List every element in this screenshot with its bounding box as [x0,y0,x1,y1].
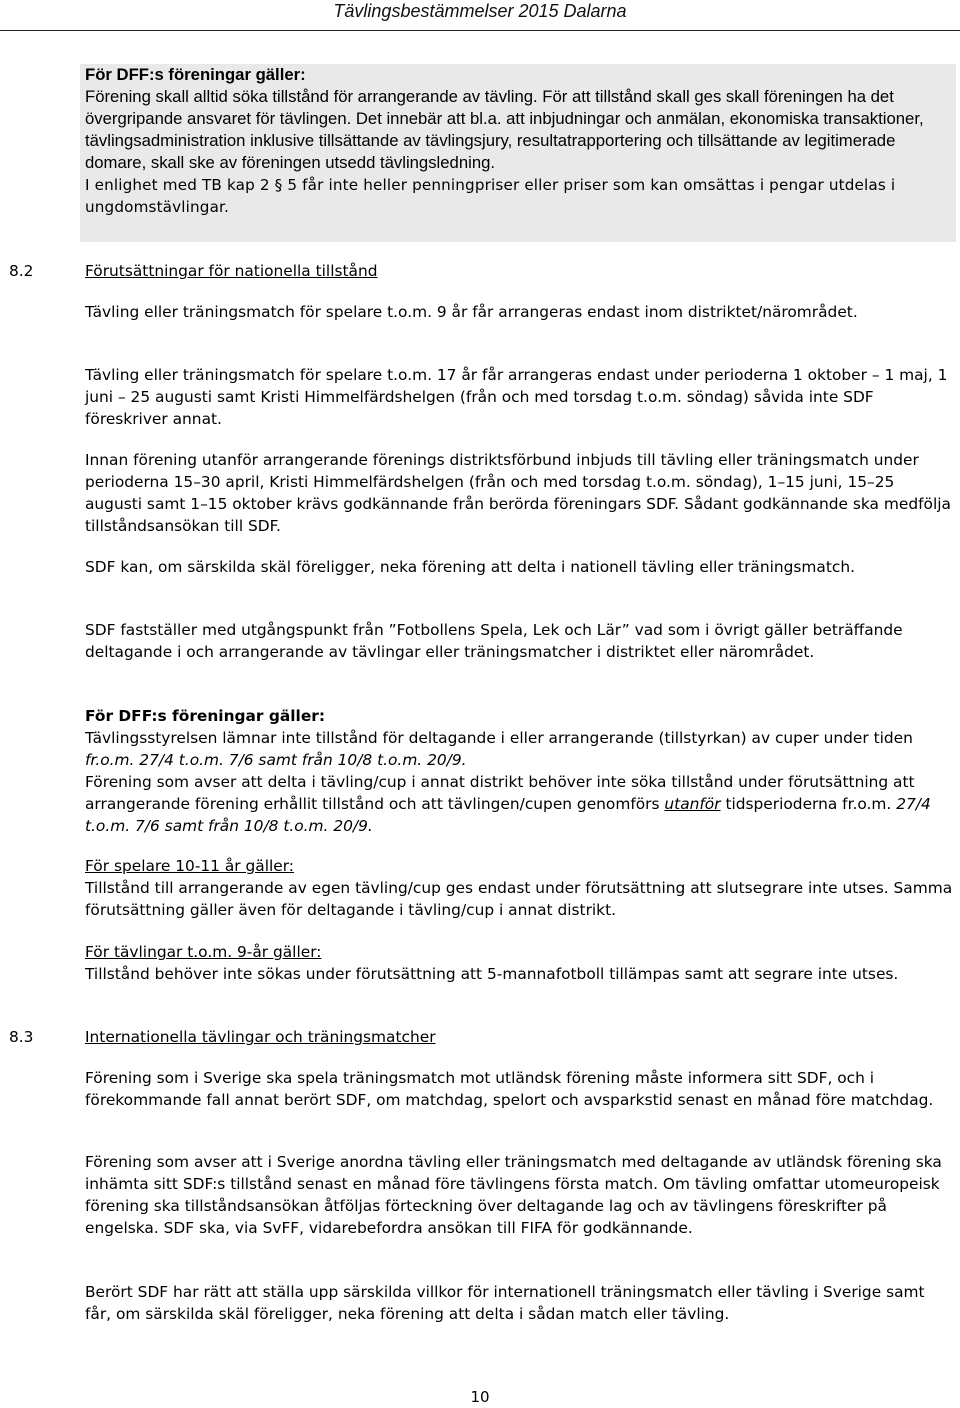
competition-rules-block [85,941,955,985]
section-8-3-p1 [85,1067,955,1111]
section-8-3-p2 [85,1151,955,1239]
dff-paragraph-2 [85,771,955,837]
competition-text: Tillstånd behöver inte sökas under förutsättning att 5-mannafotboll tillämpas samt att segrare inte utses. [85,965,899,983]
section-8-2-p5 [85,619,955,663]
box-paragraph-2: I enlighet med TB kap 2 § 5 får inte heller penningpriser eller priser som kan omsättas i pengar utdelas i ungdomstävlingar. [85,176,896,216]
paragraph: Förening som i Sverige ska spela träningsmatch mot utländsk förening måste informera sitt SDF, och i förekommande fall annat berört SDF, om matchdag, spelort och avsparkstid senast en månad före matchdag. [85,1069,934,1109]
header-divider [0,30,960,31]
section-8-3-title: Internationella tävlingar och träningsmatcher [85,1028,436,1046]
section-8-3-p3 [85,1281,955,1325]
players-heading: För spelare 10-11 år gäller: [85,857,294,875]
page-header [0,0,960,33]
players-rules-block [85,855,955,921]
box-paragraph-1: Förening skall alltid söka tillstånd för arrangerande av tävling. För att tillstånd skall ges skall föreningen ha det övergripande ansvaret för tävlingen. Det innebär att bl.a. att inbjudningar och anmälan, ekonomiska transaktioner, tävlingsadministration inklusive tillsättande av tävlingsjury, resultatrapportering och tillsättande av legitimerade domare, skall ske av föreningen utsedd tävlingsledning. [85,87,924,172]
paragraph: Innan förening utanför arrangerande förenings distriktsförbund inbjuds till tävling eller träningsmatch under perioderna 15–30 april, Kristi Himmelfärdshelgen (från och med torsdag t.o.m. söndag), 1–15 juni, 15–25 augusti samt 1–15 oktober krävs godkännande från berörda föreningars SDF. Sådant godkännande ska medfölja tillståndsansökan till SDF. [85,451,951,535]
date-range: 27/4 t.o.m. 7/6 samt från 10/8 t.o.m. 20/9. [85,795,931,835]
competition-heading: För tävlingar t.o.m. 9-år gäller: [85,943,322,961]
text: Förening som avser att delta i tävling/cup i annat distrikt behöver inte söka tillstånd under förutsättning att arrangerande förening erhållit tillstånd och att tävlingen/cupen genomförs [85,773,915,813]
paragraph: SDF kan, om särskilda skäl föreligger, neka förening att delta i nationell tävling eller träningsmatch. [85,558,855,576]
paragraph: SDF fastställer med utgångspunkt från ”Fotbollens Spela, Lek och Lär” vad som i övrigt gäller beträffande deltagande i och arrangerande av tävlingar eller träningsmatcher i distriktet eller närområdet. [85,621,903,661]
text: Tävlingsstyrelsen lämnar inte tillstånd för deltagande i eller arrangerande (tillstyrkan) av cuper under tiden [85,729,913,747]
date-range: fr.o.m. 27/4 t.o.m. 7/6 samt från 10/8 t.o.m. 20/9. [85,751,467,769]
section-8-3-number: 8.3 [9,1028,34,1046]
dff-heading: För DFF:s föreningar gäller: [85,707,326,725]
paragraph: Tävling eller träningsmatch för spelare t.o.m. 9 år får arrangeras endast inom distriktet/närområdet. [85,303,858,321]
header-title: Tävlingsbestämmelser 2015 Dalarna [333,1,627,21]
section-8-2-p3 [85,449,955,537]
emphasis-outside: utanför [664,795,721,813]
players-text: Tillstånd till arrangerande av egen tävling/cup ges endast under förutsättning att slutsegrare inte utses. Samma förutsättning gäller även för deltagande i tävling/cup i annat distrikt. [85,879,953,919]
section-8-3-title-block [85,1026,955,1048]
dff-paragraph-1 [85,727,955,771]
box-heading: För DFF:s föreningar gäller: [85,65,306,84]
text: tidsperioderna fr.o.m. [720,795,897,813]
section-8-2-title: Förutsättningar för nationella tillstånd [85,262,378,280]
section-8-2-p4 [85,556,955,578]
section-8-2-number: 8.2 [9,262,34,280]
dff-info-box [80,64,956,242]
dff-rules-block [85,705,955,837]
page-number: 10 [470,1388,490,1406]
section-8-2-title-block [85,260,955,282]
paragraph: Förening som avser att i Sverige anordna tävling eller träningsmatch med deltagande av utländsk förening ska inhämta sitt SDF:s tillstånd senast en månad före tävlingens första match. Om tävling omfattar utomeuropeisk förening ska tillståndsansökan åtföljas förteckning över deltagande lag och av tävlingens föreskrifter på engelska. SDF ska, via SvFF, vidarebefordra ansökan till FIFA för godkännande. [85,1153,942,1237]
section-8-2-p2 [85,364,955,430]
paragraph: Berört SDF har rätt att ställa upp särskilda villkor för internationell träningsmatch eller tävling i Sverige samt får, om särskilda skäl föreligger, neka förening att delta i sådan match eller tävling. [85,1283,925,1323]
paragraph: Tävling eller träningsmatch för spelare t.o.m. 17 år får arrangeras endast under perioderna 1 oktober – 1 maj, 1 juni – 25 augusti samt Kristi Himmelfärdshelgen (från och med torsdag t.o.m. söndag) såvida inte SDF föreskriver annat. [85,366,948,428]
section-8-2-p1 [85,301,955,323]
